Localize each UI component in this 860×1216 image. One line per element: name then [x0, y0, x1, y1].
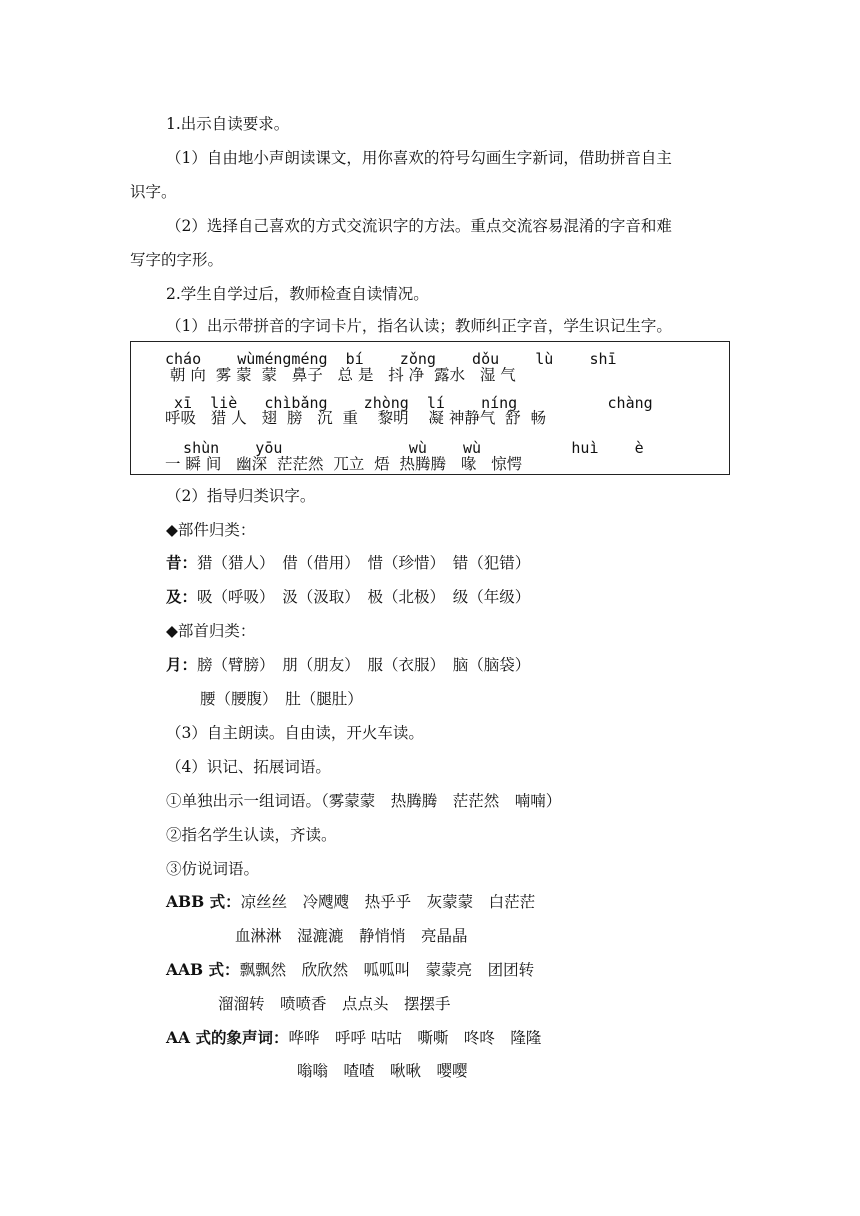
radical-yue-words-2: 腰（腰腹） 肚（腿肚） [200, 690, 363, 708]
aab-words: 飘飘然 欣欣然 呱呱叫 蒙蒙亮 团团转 [239, 961, 535, 979]
component-ji-row [166, 587, 530, 607]
abb-label: ABB 式： [166, 892, 241, 911]
card-intro: （1）出示带拼音的字词卡片，指名认读；教师纠正字音，学生识记生字。 [166, 317, 672, 335]
component-xi-words: 猎（猎人） 借（借用） 惜（珍惜） 错（犯错） [197, 554, 531, 572]
radical-yue-label: 月： [166, 655, 198, 674]
card-row-3-words: 一 瞬 间 幽深 茫茫然 兀立 焐 热腾腾 喙 惊愕 [165, 455, 523, 473]
aab-label: AAB 式： [166, 960, 240, 979]
classify-heading: （2）指导归类识字。 [166, 487, 316, 505]
vocab-step: （4）识记、拓展词语。 [166, 758, 331, 776]
abb-words-2: 血淋淋 湿漉漉 静悄悄 亮晶晶 [235, 927, 468, 945]
component-xi-label: 昔： [166, 553, 198, 572]
aa-words: 哗哗 呼呼 咕咕 嘶嘶 咚咚 隆隆 [288, 1029, 542, 1047]
instruction-1-line-2: 识字。 [130, 183, 177, 201]
abb-row [166, 892, 535, 912]
aa-words-2: 嗡嗡 喳喳 啾啾 嘤嘤 [297, 1062, 468, 1080]
aa-label: AA 式的象声词： [166, 1028, 289, 1047]
component-ji-words: 吸（呼吸） 汲（汲取） 极（北极） 级（年级） [197, 588, 531, 606]
aab-words-2: 溜溜转 喷喷香 点点头 摆摆手 [218, 995, 451, 1013]
abb-words: 凉丝丝 冷飕飕 热乎乎 灰蒙蒙 白茫茫 [240, 893, 536, 911]
step-1-heading: 1.出示自读要求。 [166, 115, 290, 133]
instruction-1-line-1: （1）自由地小声朗读课文，用你喜欢的符号勾画生字新词，借助拼音自主 [166, 149, 672, 167]
aab-row [166, 960, 534, 980]
component-xi-row [166, 553, 530, 573]
instruction-2-line-1: （2）选择自己喜欢的方式交流识字的方法。重点交流容易混淆的字音和难 [166, 217, 672, 235]
component-ji-label: 及： [166, 587, 198, 606]
card-row-2-words: 呼吸 猎 人 翅 膀 沉 重 黎明 凝 神静气 舒 畅 [165, 409, 547, 427]
vocab-substep-3: ③仿说词语。 [166, 860, 260, 878]
radical-yue-row [166, 655, 530, 675]
component-group-title: ◆部件归类： [166, 521, 256, 539]
vocab-substep-1: ①单独出示一组词语。（雾蒙蒙 热腾腾 茫茫然 喃喃） [166, 792, 562, 810]
vocab-substep-2: ②指名学生认读，齐读。 [166, 826, 337, 844]
pinyin-word-card [130, 341, 730, 475]
step-2-heading: 2.学生自学过后，教师检查自读情况。 [166, 285, 429, 303]
instruction-2-line-2: 写字的字形。 [130, 251, 224, 269]
card-row-3-pinyin: shùn yōu wù wù huì è [165, 439, 644, 457]
aa-onomatopoeia-row [166, 1028, 541, 1048]
read-aloud-step: （3）自主朗读。自由读，开火车读。 [166, 724, 424, 742]
radical-yue-words: 膀（臂膀） 朋（朋友） 服（衣服） 脑（脑袋） [197, 656, 531, 674]
card-row-1-words: 朝 向 雾 蒙 蒙 鼻子 总 是 抖 净 露水 湿 气 [165, 366, 516, 384]
radical-group-title: ◆部首归类： [166, 622, 256, 640]
card-row-2-pinyin: xī liè chìbǎng zhòng lí níng chàng [165, 394, 653, 412]
card-row-1-pinyin: cháo wùméngméng bí zǒng dǒu lù shī [165, 350, 617, 368]
